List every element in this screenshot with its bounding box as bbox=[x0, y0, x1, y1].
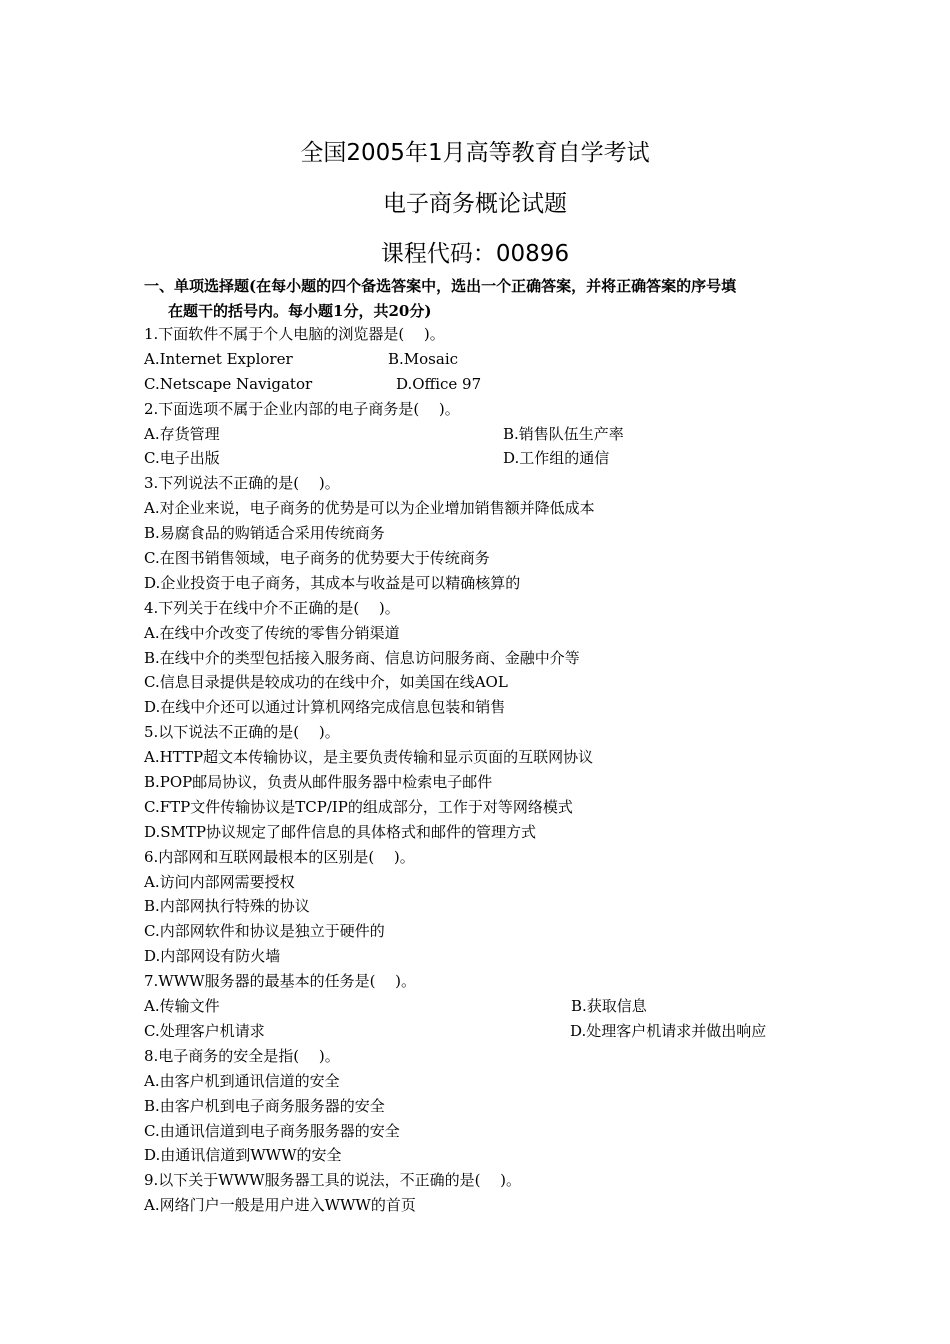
line-text: 3.下列说法不正确的是( )。 bbox=[144, 474, 340, 493]
question-line bbox=[144, 670, 844, 695]
question-line bbox=[144, 322, 844, 347]
line-text: C.FTP文件传输协议是TCP/IP的组成部分，工作于对等网络模式 bbox=[144, 797, 573, 816]
question-line bbox=[144, 845, 844, 870]
question-line bbox=[144, 372, 844, 397]
line-text: A.存货管理 bbox=[144, 424, 220, 443]
line-text: 6.内部网和互联网最根本的区别是( )。 bbox=[144, 847, 415, 866]
question-line bbox=[144, 695, 844, 720]
question-line bbox=[144, 397, 844, 422]
line-text: C.内部网软件和协议是独立于硬件的 bbox=[144, 922, 385, 941]
line-text: C.Netscape Navigator bbox=[144, 374, 313, 393]
line-text: B.在线中介的类型包括接入服务商、信息访问服务商、金融中介等 bbox=[144, 648, 580, 667]
line-text: A.网络门户一般是用户进入WWW的首页 bbox=[144, 1196, 416, 1215]
question-line bbox=[144, 770, 844, 795]
line-text: B.内部网执行特殊的协议 bbox=[144, 897, 310, 916]
line-text: A.在线中介改变了传统的零售分销渠道 bbox=[144, 623, 400, 642]
question-line bbox=[144, 1019, 844, 1044]
question-line bbox=[144, 820, 844, 845]
line-text: B.由客户机到电子商务服务器的安全 bbox=[144, 1096, 385, 1115]
line-text: D.在线中介还可以通过计算机网络完成信息包装和销售 bbox=[144, 698, 506, 717]
question-line bbox=[144, 471, 844, 496]
line-text: D.由通讯信道到WWW的安全 bbox=[144, 1146, 342, 1165]
question-list bbox=[144, 322, 844, 1218]
line-text: A.传输文件 bbox=[144, 997, 220, 1016]
line-text: 8.电子商务的安全是指( )。 bbox=[144, 1046, 340, 1065]
question-line bbox=[144, 446, 844, 471]
line-text: 9.以下关于WWW服务器工具的说法，不正确的是( )。 bbox=[144, 1171, 522, 1190]
question-line bbox=[144, 1168, 844, 1193]
question-line bbox=[144, 969, 844, 994]
question-line bbox=[144, 1094, 844, 1119]
line-text: A.对企业来说，电子商务的优势是可以为企业增加销售额并降低成本 bbox=[144, 499, 595, 518]
question-line bbox=[144, 496, 844, 521]
line-text: D.企业投资于电子商务，其成本与收益是可以精确核算的 bbox=[144, 573, 521, 592]
option-right: D.工作组的通信 bbox=[503, 449, 610, 468]
exam-title: 全国2005年1月高等教育自学考试 bbox=[300, 140, 650, 166]
question-line bbox=[144, 894, 844, 919]
line-text: C.电子出版 bbox=[144, 449, 220, 468]
line-text: 7.WWW服务器的最基本的任务是( )。 bbox=[144, 972, 417, 991]
section-heading-line1: 一、单项选择题(在每小题的四个备选答案中，选出一个正确答案，并将正确答案的序号填 bbox=[144, 277, 737, 295]
line-text: D.内部网设有防火墙 bbox=[144, 947, 281, 966]
line-text: 5.以下说法不正确的是( )。 bbox=[144, 723, 340, 742]
question-line bbox=[144, 1044, 844, 1069]
question-line bbox=[144, 944, 844, 969]
line-text: C.信息目录提供是较成功的在线中介，如美国在线AOL bbox=[144, 673, 508, 692]
question-line bbox=[144, 347, 844, 372]
line-text: A.Internet Explorer bbox=[144, 349, 293, 368]
section-heading-line2: 在题干的括号内。每小题1分，共20分) bbox=[168, 302, 432, 320]
line-text: 4.下列关于在线中介不正确的是( )。 bbox=[144, 598, 400, 617]
line-text: A.由客户机到通讯信道的安全 bbox=[144, 1071, 340, 1090]
line-text: B.易腐食品的购销适合采用传统商务 bbox=[144, 524, 385, 543]
question-line bbox=[144, 1143, 844, 1168]
question-line bbox=[144, 596, 844, 621]
question-line bbox=[144, 1119, 844, 1144]
section-heading bbox=[144, 274, 824, 324]
question-line bbox=[144, 870, 844, 895]
line-text: 1.下面软件不属于个人电脑的浏览器是( )。 bbox=[144, 325, 445, 343]
question-line bbox=[144, 795, 844, 820]
question-line bbox=[144, 571, 844, 596]
line-text: A.HTTP超文本传输协议，是主要负责传输和显示页面的互联网协议 bbox=[144, 748, 594, 767]
option-right: D.Office 97 bbox=[396, 374, 482, 393]
question-line bbox=[144, 521, 844, 546]
option-right: D.处理客户机请求并做出响应 bbox=[570, 1021, 767, 1040]
question-line bbox=[144, 422, 844, 447]
question-line bbox=[144, 745, 844, 770]
line-text: C.由通讯信道到电子商务服务器的安全 bbox=[144, 1121, 400, 1140]
question-line bbox=[144, 1069, 844, 1094]
line-text: 2.下面选项不属于企业内部的电子商务是( )。 bbox=[144, 399, 460, 418]
question-line bbox=[144, 546, 844, 571]
question-line bbox=[144, 646, 844, 671]
question-line bbox=[144, 919, 844, 944]
line-text: C.在图书销售领域，电子商务的优势要大于传统商务 bbox=[144, 549, 490, 568]
course-code: 课程代码：00896 bbox=[380, 241, 570, 267]
line-text: B.POP邮局协议，负责从邮件服务器中检索电子邮件 bbox=[144, 773, 493, 792]
option-right: B.Mosaic bbox=[388, 349, 459, 368]
line-text: A.访问内部网需要授权 bbox=[144, 872, 295, 891]
question-line bbox=[144, 621, 844, 646]
question-line bbox=[144, 1193, 844, 1218]
exam-subject: 电子商务概论试题 bbox=[383, 191, 567, 217]
option-right: B.获取信息 bbox=[571, 997, 647, 1016]
line-text: C.处理客户机请求 bbox=[144, 1021, 265, 1040]
option-right: B.销售队伍生产率 bbox=[503, 424, 624, 443]
question-line bbox=[144, 720, 844, 745]
question-line bbox=[144, 994, 844, 1019]
line-text: D.SMTP协议规定了邮件信息的具体格式和邮件的管理方式 bbox=[144, 822, 536, 841]
